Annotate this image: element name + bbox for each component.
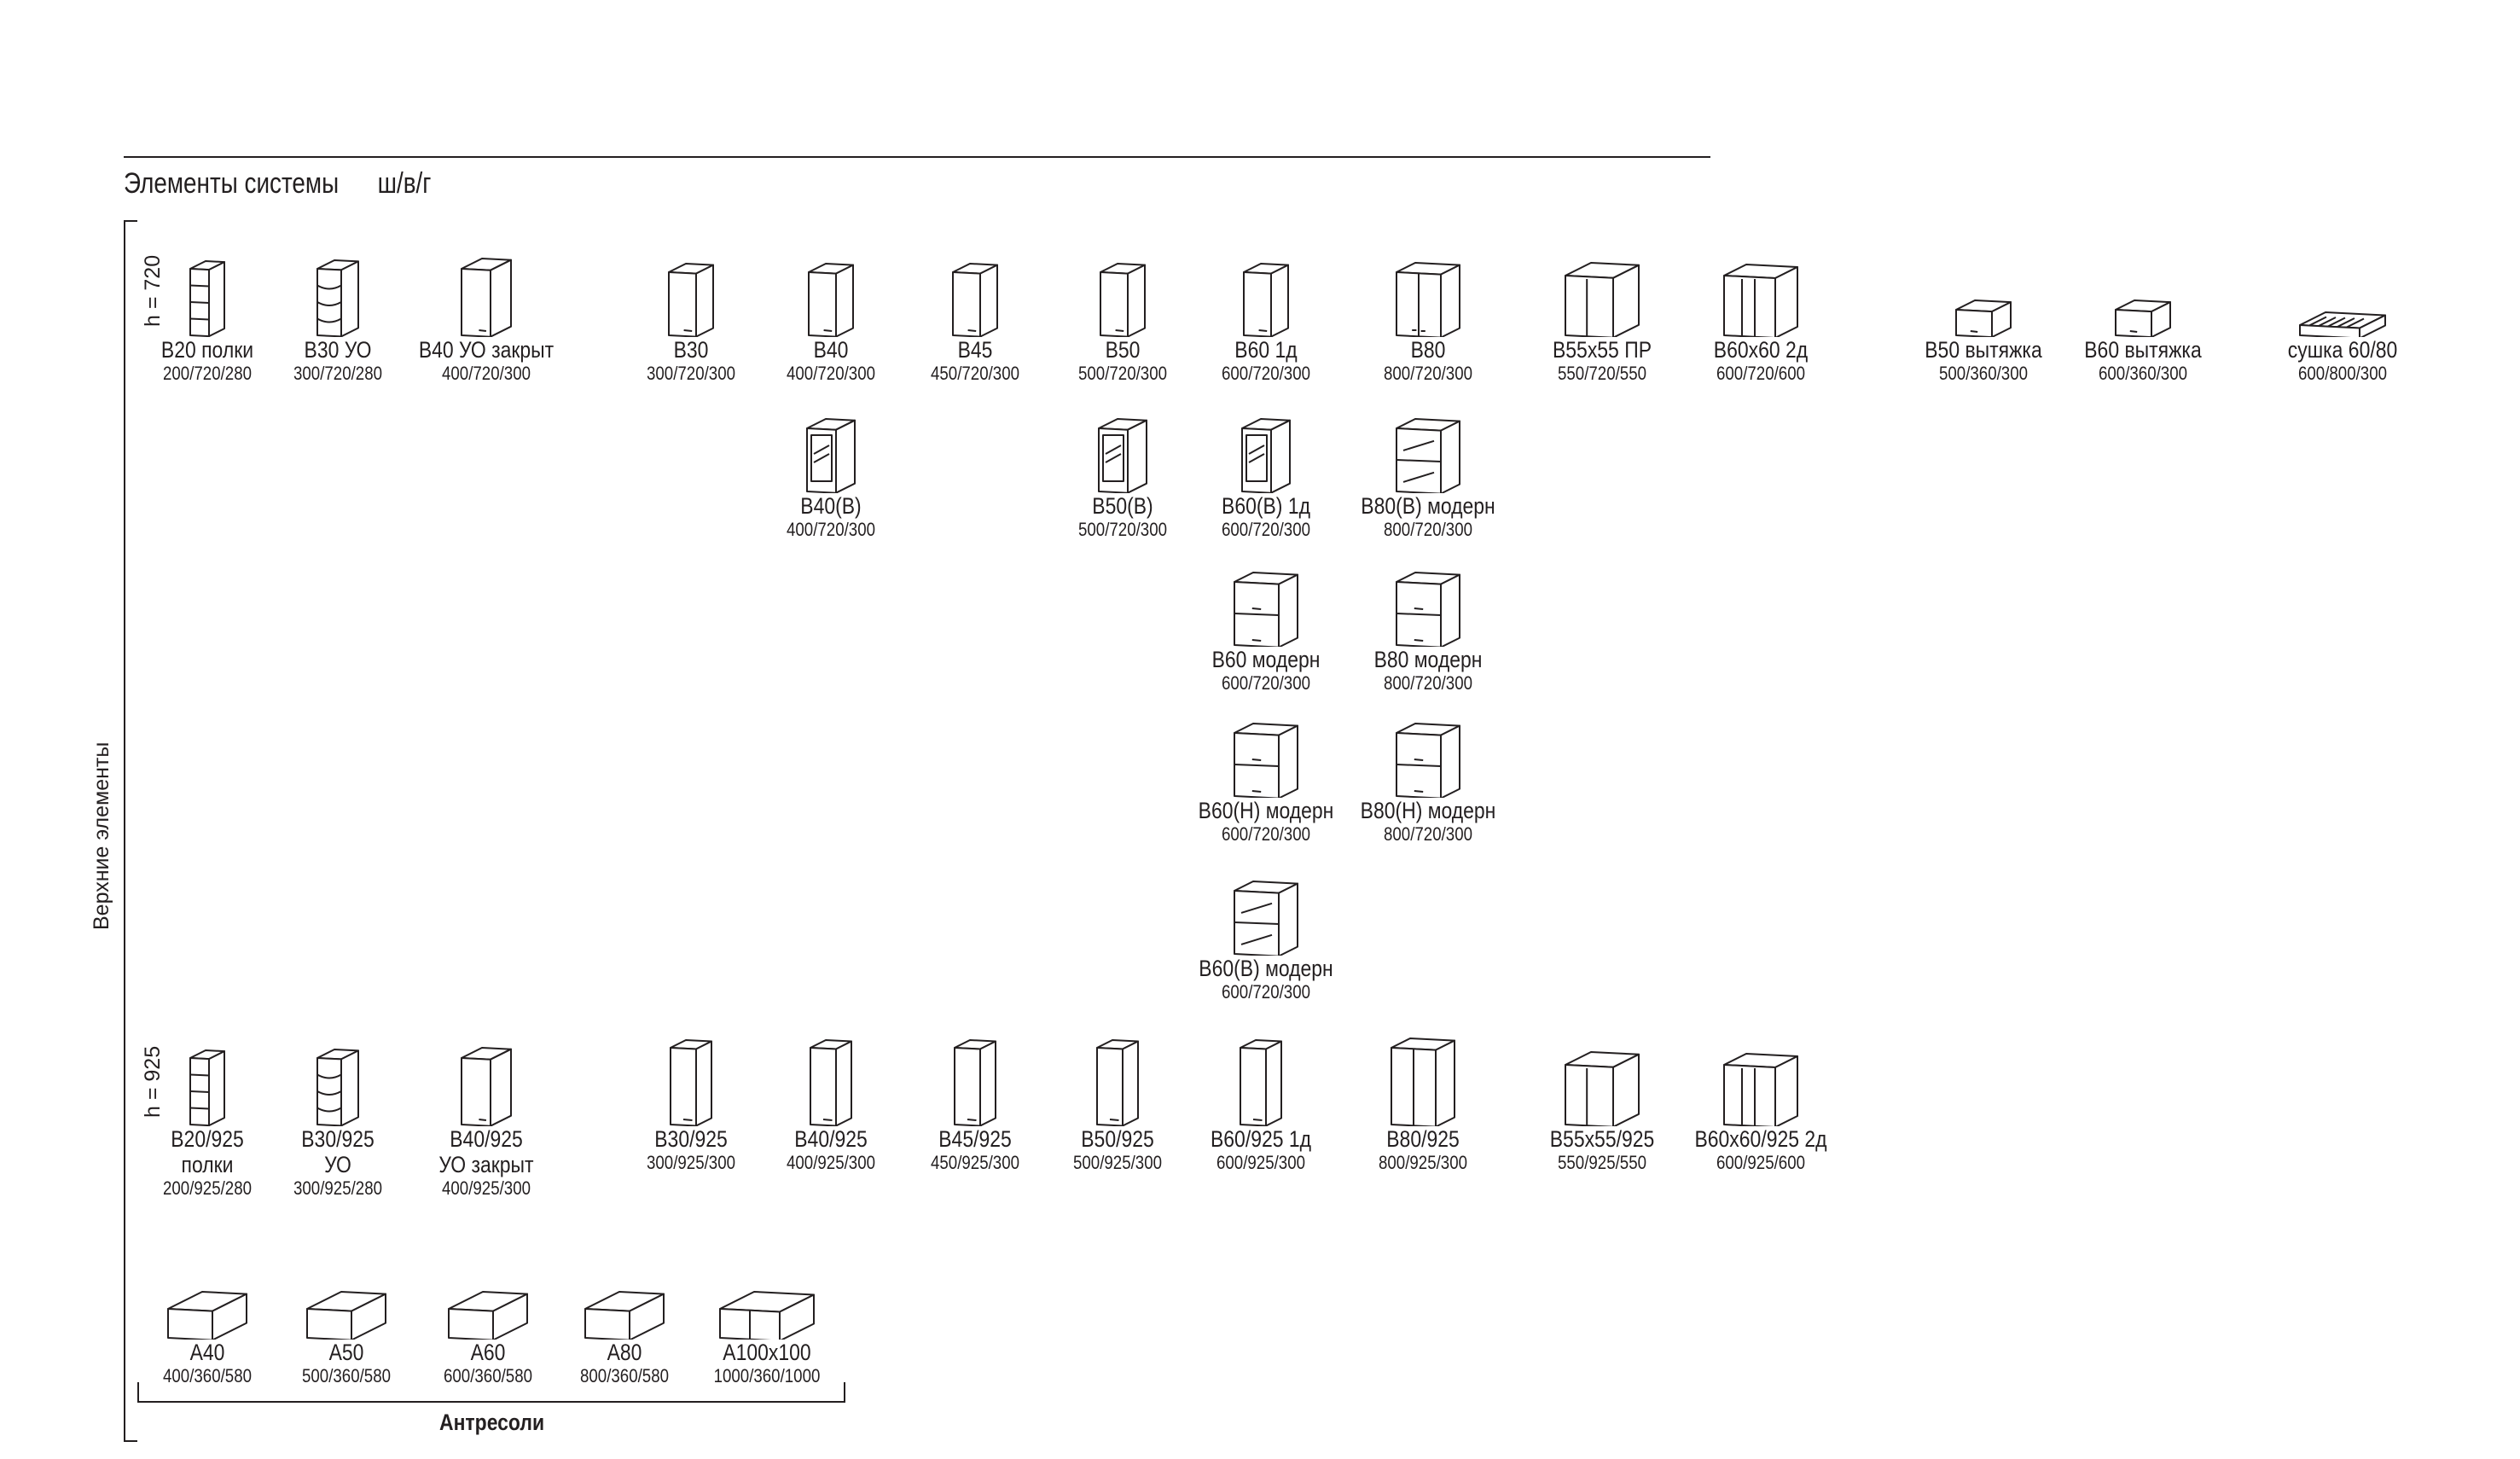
row720-item-7 — [1181, 243, 1351, 384]
item-dimensions: 200/720/280 — [163, 363, 252, 384]
mezzanine-label: Антресоли — [439, 1410, 545, 1435]
corner-cabinet-2door-icon — [1675, 1032, 1846, 1126]
item-dimensions: 400/720/300 — [787, 519, 875, 540]
item-dimensions: 500/925/300 — [1073, 1152, 1162, 1173]
item-name: В50 — [1105, 337, 1141, 363]
item-dimensions: 300/925/300 — [647, 1152, 735, 1173]
item-name: В20 полки — [160, 337, 254, 363]
hood-cabinet-icon — [2058, 243, 2228, 337]
item-name: В60(В) 1д — [1222, 493, 1310, 519]
dish-rack-icon — [2257, 243, 2428, 337]
item-name: В40/925 — [450, 1126, 523, 1152]
lift-cabinet-icon — [1181, 704, 1351, 798]
corner-open-icon — [253, 243, 423, 337]
item-dimensions: 400/925/300 — [442, 1177, 531, 1199]
item-dimensions: 500/720/300 — [1078, 363, 1167, 384]
cabinet-1door-icon — [1181, 243, 1351, 337]
item-name: А80 — [607, 1340, 642, 1365]
row720-item-8 — [1343, 243, 1513, 384]
glass-cabinet-icon — [746, 399, 916, 493]
item-dimensions: 600/360/580 — [444, 1365, 532, 1386]
glass-lift-cabinet-icon — [1181, 862, 1351, 956]
top-rule — [124, 156, 1710, 158]
item-dimensions: 600/720/300 — [1222, 823, 1310, 845]
item-dimensions: 450/720/300 — [931, 363, 1019, 384]
item-dimensions: 450/925/300 — [931, 1152, 1019, 1173]
row720-item-1 — [253, 243, 423, 384]
item-name: В80(В) модерн — [1361, 493, 1495, 519]
item-dimensions: 800/720/300 — [1384, 363, 1472, 384]
side-label-h720: h = 720 — [141, 254, 165, 327]
item-name: В20/925 — [171, 1126, 244, 1152]
item-name: В60(В) модерн — [1199, 956, 1333, 981]
item-dimensions: 600/800/300 — [2298, 363, 2387, 384]
mezzanines-item-4 — [682, 1246, 852, 1386]
glass-lift-cabinet-icon — [1343, 399, 1513, 493]
item-dimensions: 800/720/300 — [1384, 519, 1472, 540]
mezzanine-corner-icon — [682, 1246, 852, 1340]
item-name: А100х100 — [723, 1340, 811, 1365]
heading-units: ш/в/г — [377, 167, 432, 200]
item-name: В50 вытяжка — [1925, 337, 2042, 363]
item-dimensions: 500/720/300 — [1078, 519, 1167, 540]
item-name: В80 модерн — [1373, 647, 1483, 672]
mezzanine-bracket-line — [137, 1401, 845, 1403]
item-dimensions: 300/720/300 — [647, 363, 735, 384]
row925-item-10 — [1675, 1032, 1846, 1173]
item-name: А40 — [189, 1340, 225, 1365]
left-bracket-bottom — [124, 1440, 137, 1442]
item-name: В55х55/925 — [1549, 1126, 1655, 1152]
row720-item-5 — [890, 243, 1060, 384]
row720-item-10 — [1675, 243, 1846, 384]
glass-cabinet-icon — [1181, 399, 1351, 493]
variants-item-3 — [1343, 399, 1513, 540]
item-name: В60х60/925 2д — [1694, 1126, 1827, 1152]
item-dimensions: 600/360/300 — [2099, 363, 2187, 384]
item-name: сушка 60/80 — [2287, 337, 2398, 363]
variants-item-0 — [746, 399, 916, 540]
item-dimensions: 1000/360/1000 — [713, 1365, 821, 1386]
item-name: В40 — [813, 337, 849, 363]
row720-item-11 — [1898, 243, 2069, 384]
item-dimensions: 600/720/300 — [1222, 363, 1310, 384]
item-name: В60(Н) модерн — [1198, 798, 1334, 823]
item-dimensions: 800/360/580 — [580, 1365, 669, 1386]
corner-cabinet-icon — [1517, 243, 1687, 337]
item-dimensions: 800/925/300 — [1379, 1152, 1467, 1173]
item-name: В50/925 — [1081, 1126, 1154, 1152]
item-name: В60х60 2д — [1713, 337, 1809, 363]
item-dimensions: 550/925/550 — [1558, 1152, 1646, 1173]
item-name-line2: УО — [324, 1152, 351, 1177]
item-dimensions: 600/720/300 — [1222, 981, 1310, 1003]
variants-item-5 — [1343, 553, 1513, 694]
item-dimensions: 400/720/300 — [787, 363, 875, 384]
variants-item-4 — [1181, 553, 1351, 694]
item-dimensions: 500/360/580 — [302, 1365, 391, 1386]
lift-cabinet-icon — [1343, 553, 1513, 647]
row925-item-9 — [1517, 1032, 1687, 1173]
item-name: В80 — [1410, 337, 1446, 363]
item-name: В40 УО закрыт — [418, 337, 555, 363]
item-dimensions: 600/720/300 — [1222, 519, 1310, 540]
item-dimensions: 400/720/300 — [442, 363, 531, 384]
heading-title: Элементы системы — [124, 167, 340, 200]
cabinet-2door-icon — [1343, 243, 1513, 337]
item-dimensions: 300/925/280 — [293, 1177, 382, 1199]
item-dimensions: 800/720/300 — [1384, 823, 1472, 845]
corner-open-icon — [253, 1032, 423, 1126]
corner-cabinet-icon — [1517, 1032, 1687, 1126]
item-name: В30/925 — [301, 1126, 375, 1152]
item-name: В55х55 ПР — [1552, 337, 1652, 363]
row925-item-7 — [1176, 1032, 1346, 1173]
item-name: А50 — [328, 1340, 364, 1365]
corner-cabinet-2door-icon — [1675, 243, 1846, 337]
item-dimensions: 200/925/280 — [163, 1177, 252, 1199]
item-name-line2: УО закрыт — [438, 1152, 534, 1177]
item-name: В60 вытяжка — [2084, 337, 2202, 363]
item-name: А60 — [470, 1340, 506, 1365]
section-heading — [124, 167, 431, 201]
cabinet-1door-icon — [890, 243, 1060, 337]
variants-item-8 — [1181, 862, 1351, 1003]
item-dimensions: 600/925/600 — [1716, 1152, 1805, 1173]
row925-item-2 — [401, 1032, 572, 1199]
variants-item-7 — [1343, 704, 1513, 845]
item-dimensions: 600/720/300 — [1222, 672, 1310, 694]
lift-cabinet-icon — [1181, 553, 1351, 647]
item-name: В40/925 — [794, 1126, 868, 1152]
row720-item-9 — [1517, 243, 1687, 384]
tall-cabinet-2door-icon — [1338, 1032, 1508, 1126]
row925-item-1 — [253, 1032, 423, 1199]
item-name: В30 УО — [304, 337, 372, 363]
item-name: В50(В) — [1092, 493, 1153, 519]
item-dimensions: 300/720/280 — [293, 363, 382, 384]
item-name: В45 — [957, 337, 993, 363]
item-dimensions: 600/720/600 — [1716, 363, 1805, 384]
tall-cabinet-icon — [1176, 1032, 1346, 1126]
variants-item-6 — [1181, 704, 1351, 845]
item-name: В80/925 — [1386, 1126, 1460, 1152]
left-bracket-top — [124, 220, 137, 222]
hood-cabinet-icon — [1898, 243, 2069, 337]
corner-closed-icon — [401, 1032, 572, 1126]
row720-item-13 — [2257, 243, 2428, 384]
item-dimensions: 550/720/550 — [1558, 363, 1646, 384]
item-name: В30/925 — [654, 1126, 728, 1152]
item-dimensions: 400/925/300 — [787, 1152, 875, 1173]
item-name-line2: полки — [181, 1152, 234, 1177]
side-label-upper-elements: Верхние элементы — [90, 741, 113, 930]
item-name: В45/925 — [938, 1126, 1012, 1152]
item-name: В40(В) — [800, 493, 862, 519]
row720-item-2 — [401, 243, 572, 384]
corner-closed-icon — [401, 243, 572, 337]
side-label-h925: h = 925 — [141, 1045, 165, 1118]
lift-cabinet-icon — [1343, 704, 1513, 798]
item-name: В80(Н) модерн — [1360, 798, 1496, 823]
item-dimensions: 400/360/580 — [163, 1365, 252, 1386]
row720-item-12 — [2058, 243, 2228, 384]
item-name: В60 модерн — [1211, 647, 1321, 672]
item-dimensions: 600/925/300 — [1216, 1152, 1305, 1173]
variants-item-2 — [1181, 399, 1351, 540]
item-dimensions: 800/720/300 — [1384, 672, 1472, 694]
item-name: В30 — [673, 337, 709, 363]
item-name: В60/925 1д — [1210, 1126, 1312, 1152]
item-dimensions: 500/360/300 — [1939, 363, 2028, 384]
row925-item-8 — [1338, 1032, 1508, 1173]
item-name: В60 1д — [1234, 337, 1298, 363]
